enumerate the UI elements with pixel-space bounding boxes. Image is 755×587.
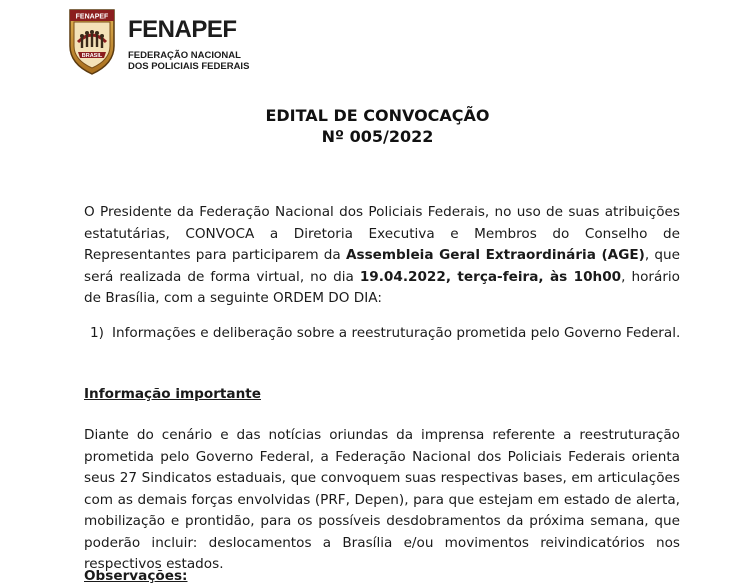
brand-subtitle-line1: FEDERAÇÃO NACIONAL bbox=[128, 50, 241, 61]
paragraph-text-2: , que será realizada de forma virtual, no dia bbox=[84, 247, 680, 285]
fenapef-badge-icon bbox=[64, 6, 120, 76]
brand-name: FENAPEF bbox=[128, 16, 237, 43]
document-number: Nº 005/2022 bbox=[321, 127, 434, 146]
agenda-item-number: 1) bbox=[90, 325, 104, 341]
badge-bottom-text: BRASIL bbox=[81, 53, 103, 59]
assembly-name: Assembleia Geral Extraordinária (AGE) bbox=[345, 247, 645, 263]
paragraph-text-1: O Presidente da Federação Nacional dos Policiais Federais, no uso de suas atribuições estatutárias, CONVOCA a Diretoria Executiva e Membros do Conselho de Representantes para participarem da bbox=[84, 204, 680, 263]
brand-subtitle bbox=[128, 50, 249, 72]
convocation-paragraph bbox=[84, 202, 680, 310]
agenda-item-text: Informações e deliberação sobre a reestruturação prometida pelo Governo Federal. bbox=[112, 325, 681, 341]
observations-heading: Observações: bbox=[84, 568, 188, 584]
agenda-item bbox=[90, 323, 680, 344]
assembly-date: 19.04.2022, terça-feira, às 10h00 bbox=[359, 268, 622, 285]
brand-subtitle-line2: DOS POLICIAIS FEDERAIS bbox=[128, 61, 250, 72]
document-title-line1: EDITAL DE CONVOCAÇÃO bbox=[265, 106, 490, 125]
important-heading: Informação importante bbox=[84, 386, 261, 402]
important-paragraph: Diante do cenário e das notícias oriundas da imprensa referente a reestruturação prometida pelo Governo Federal, a Federação Nacional dos Policiais Federais orienta seus 27 Sindicatos estaduais, que convoquem suas respectivas bases, em articulações com as demais forças envolvidas (PRF, Depen), para que estejam em estado de alerta, mobilização e prontidão, para os possíveis desdobramentos da próxima semana, que poderão incluir: deslocamentos a Brasília e/ou movimentos reivindicatórios nos respectivos estados. bbox=[84, 427, 680, 572]
paragraph-text-3: , horário de Brasília, com a seguinte ORDEM DO DIA: bbox=[84, 268, 680, 306]
fenapef-logo bbox=[64, 6, 250, 78]
badge-top-text: FENAPEF bbox=[75, 13, 109, 21]
document-title bbox=[0, 105, 755, 147]
